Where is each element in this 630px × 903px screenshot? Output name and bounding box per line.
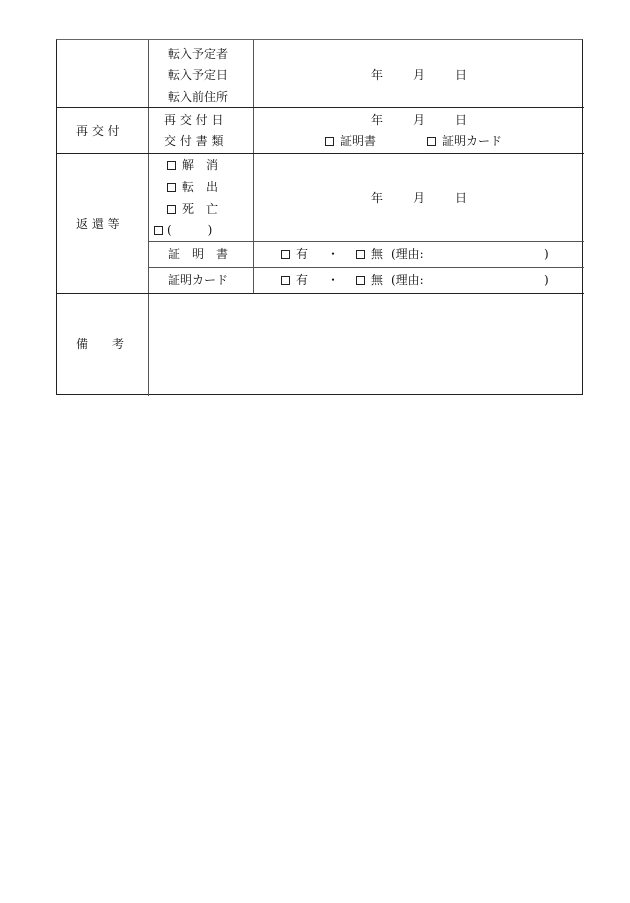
certificate-separator: ・ <box>327 247 340 261</box>
certificate-option-label: 証明書 <box>340 134 377 148</box>
registration-form-table <box>56 39 583 395</box>
card-no-checkbox[interactable] <box>356 276 365 285</box>
transfer-date-year: 年 <box>371 68 384 82</box>
certificate-no-option[interactable] <box>356 248 383 260</box>
other-checkbox[interactable] <box>154 226 163 235</box>
certificate-yes-option[interactable] <box>281 248 308 260</box>
reason-other[interactable] <box>154 224 212 236</box>
reissue-date-label: 再 交 付 日 <box>164 113 224 127</box>
reason-move-out[interactable] <box>167 181 218 193</box>
return-section-label: 返 還 等 <box>76 217 120 231</box>
dissolution-checkbox[interactable] <box>167 161 176 170</box>
return-date-day: 日 <box>455 191 468 205</box>
certificate-card-option-label: 証明カード <box>442 134 503 148</box>
card-no-label: 無 <box>371 273 384 287</box>
reason-dissolution[interactable] <box>167 159 218 171</box>
certificate-yes-checkbox[interactable] <box>281 250 290 259</box>
certificate-no-checkbox[interactable] <box>356 250 365 259</box>
card-reason-close: ) <box>544 273 549 287</box>
card-no-option[interactable] <box>356 274 383 286</box>
transfer-date-month: 月 <box>413 68 426 82</box>
option-certificate-card[interactable] <box>427 135 502 147</box>
transfer-person-label: 転入予定者 <box>168 47 229 61</box>
row-divider-transfer <box>57 107 584 108</box>
death-checkbox[interactable] <box>167 205 176 214</box>
dissolution-label: 解 消 <box>182 158 219 172</box>
card-reason-open: (理由: <box>391 273 424 287</box>
card-separator: ・ <box>327 273 340 287</box>
reissue-date-year: 年 <box>371 113 384 127</box>
row-divider-certificate <box>148 267 584 268</box>
certificate-no-label: 無 <box>371 247 384 261</box>
other-label: ( ) <box>167 223 213 237</box>
certificate-row-label: 証 明 書 <box>168 247 229 261</box>
certificate-reason-close: ) <box>544 247 549 261</box>
death-label: 死 亡 <box>182 202 219 216</box>
row-divider-reissue <box>57 153 584 154</box>
remarks-label: 備 考 <box>76 337 125 351</box>
remarks-field[interactable] <box>149 295 582 394</box>
move-out-label: 転 出 <box>182 180 219 194</box>
previous-address-label: 転入前住所 <box>168 90 229 104</box>
certificate-yes-label: 有 <box>296 247 309 261</box>
return-date-month: 月 <box>413 191 426 205</box>
card-yes-label: 有 <box>296 273 309 287</box>
reissue-date-month: 月 <box>413 113 426 127</box>
transfer-date-day: 日 <box>455 68 468 82</box>
transfer-date-label: 転入予定日 <box>168 68 229 82</box>
card-row-label: 証明カード <box>168 273 229 287</box>
reissue-section-label: 再 交 付 <box>76 124 120 138</box>
certificate-reason-open: (理由: <box>391 247 424 261</box>
reason-death[interactable] <box>167 203 218 215</box>
move-out-checkbox[interactable] <box>167 183 176 192</box>
issued-document-label: 交 付 書 類 <box>164 134 224 148</box>
certificate-card-checkbox[interactable] <box>427 137 436 146</box>
return-date-year: 年 <box>371 191 384 205</box>
card-yes-option[interactable] <box>281 274 308 286</box>
row-divider-return <box>57 293 584 294</box>
card-yes-checkbox[interactable] <box>281 276 290 285</box>
reissue-date-day: 日 <box>455 113 468 127</box>
row-divider-return-date <box>148 241 584 242</box>
option-certificate[interactable] <box>325 135 376 147</box>
certificate-checkbox[interactable] <box>325 137 334 146</box>
col-divider-2 <box>253 40 254 294</box>
